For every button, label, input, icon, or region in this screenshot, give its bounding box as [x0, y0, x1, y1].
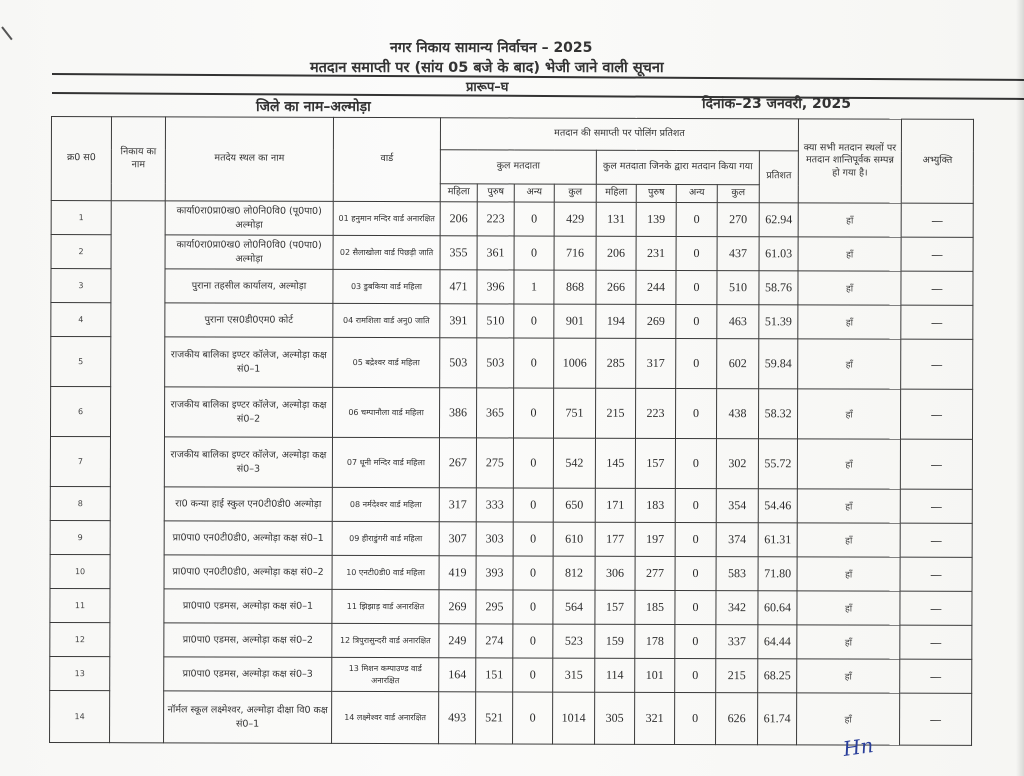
percentage-cell: 64.44	[758, 625, 797, 659]
header-serial: क्र0 स0	[51, 117, 111, 201]
header-voted-other: अन्य	[676, 184, 717, 202]
total-other-cell: 0	[513, 488, 553, 522]
voted-male-cell: 244	[636, 270, 676, 304]
total-female-cell: 249	[439, 624, 476, 658]
ward-cell: 02 सैलाखोला वार्ड पिछड़ी जाति	[333, 235, 440, 269]
header-total-female: महिला	[440, 184, 477, 202]
header-total-other: अन्य	[514, 184, 554, 202]
voted-total-cell: 583	[716, 557, 758, 591]
voted-total-cell: 463	[717, 305, 759, 339]
voted-other-cell: 0	[675, 488, 716, 522]
form-label: प्रारूप–घ	[466, 80, 509, 95]
voted-other-cell: 0	[675, 522, 716, 556]
serial-cell: 6	[50, 387, 110, 437]
remarks-cell: —	[901, 339, 973, 389]
table-row	[50, 437, 972, 490]
remarks-cell: —	[901, 271, 973, 305]
voted-other-cell: 0	[675, 658, 716, 692]
voted-female-cell: 306	[595, 556, 635, 590]
total-male-cell: 510	[477, 304, 514, 338]
total-female-cell: 355	[440, 236, 477, 270]
polling-place-cell: प्रा0पा0 एन0टी0डी0, अल्मोड़ा कक्ष सं0–1	[164, 521, 332, 556]
voted-female-cell: 159	[595, 624, 635, 658]
district-name: जिले का नाम–अल्मोड़ा	[256, 99, 371, 115]
percentage-cell: 61.31	[758, 523, 797, 557]
ward-cell: 04 रामशिला वार्ड अनु0 जाति	[333, 303, 440, 337]
serial-cell: 7	[50, 437, 110, 487]
polling-place-cell: प्रा0पा0 एडमस, अल्मोड़ा कक्ष सं0–1	[164, 589, 332, 624]
voted-female-cell: 266	[596, 270, 636, 304]
voted-male-cell: 185	[635, 590, 675, 624]
table-row	[50, 622, 972, 659]
percentage-cell: 51.39	[759, 305, 798, 339]
ward-cell: 13 मिशन कम्पाउण्ड वार्ड अनारक्षित	[332, 657, 439, 691]
peaceful-cell: हाँ	[797, 523, 900, 557]
document-subtitle: मतदान समाप्ती पर (सांय 05 बजे के बाद) भेजी जाने वाली सूचना	[310, 60, 664, 76]
table-row	[51, 201, 973, 238]
voted-other-cell: 0	[676, 304, 717, 338]
peaceful-cell: हाँ	[797, 439, 900, 489]
percentage-cell: 71.80	[758, 557, 797, 591]
table-row	[50, 656, 972, 693]
ward-cell: 05 बद्रेश्वर वार्ड महिला	[333, 337, 440, 387]
remarks-cell: —	[900, 693, 972, 745]
remarks-cell: —	[900, 557, 972, 591]
polling-place-cell: कार्या0रा0प्रा0ख0 लो0नि0वि0 (प0पा0) अल्मोड़ा	[165, 235, 333, 270]
report-date: दिनांक–23 जनवरी, 2025	[702, 96, 852, 112]
voted-male-cell: 101	[635, 658, 675, 692]
total-total-cell: 751	[553, 388, 595, 438]
voted-total-cell: 270	[717, 203, 759, 237]
voted-total-cell: 602	[717, 339, 759, 389]
peaceful-cell: हाँ	[797, 489, 900, 523]
polling-place-cell: राजकीय बालिका इण्टर कॉलेज, अल्मोड़ा कक्ष सं0–3	[164, 437, 332, 488]
total-other-cell: 0	[514, 202, 554, 236]
voted-female-cell: 157	[595, 590, 635, 624]
remarks-cell: —	[901, 237, 973, 271]
total-male-cell: 274	[476, 624, 513, 658]
voted-total-cell: 354	[716, 489, 758, 523]
total-other-cell: 0	[513, 658, 553, 692]
remarks-cell: —	[900, 659, 972, 693]
percentage-cell: 55.72	[758, 439, 797, 489]
total-female-cell: 493	[439, 692, 476, 744]
peaceful-cell: हाँ	[798, 271, 901, 305]
remarks-cell: —	[901, 305, 973, 339]
percentage-cell: 61.03	[759, 237, 798, 271]
header-voted: कुल मतदाता जिनके द्वारा मतदान किया गया	[596, 150, 759, 185]
header-total-male: पुरुष	[477, 184, 514, 202]
percentage-cell: 58.32	[758, 389, 797, 439]
total-other-cell: 0	[513, 522, 553, 556]
voted-other-cell: 0	[675, 388, 716, 438]
voted-female-cell: 145	[595, 438, 635, 488]
total-total-cell: 542	[553, 438, 595, 488]
polling-place-cell: नॉर्मल स्कूल लक्ष्मेश्वर, अल्मोड़ा दीक्षा वि0 कक्ष सं0–1	[164, 691, 332, 744]
remarks-cell: —	[901, 389, 973, 439]
total-total-cell: 812	[553, 556, 595, 590]
total-total-cell: 1014	[553, 692, 595, 744]
polling-place-cell: प्रा0पा0 एन0टी0डी0, अल्मोड़ा कक्ष सं0–2	[164, 555, 332, 590]
ward-cell: 11 झिझाड़ वार्ड अनारक्षित	[332, 589, 439, 623]
serial-cell: 1	[51, 201, 111, 235]
total-other-cell: 1	[514, 270, 554, 304]
header-ward: वार्ड	[333, 117, 440, 201]
total-other-cell: 0	[513, 590, 553, 624]
total-female-cell: 307	[439, 522, 476, 556]
serial-cell: 14	[50, 690, 110, 742]
total-total-cell: 429	[554, 202, 596, 236]
divider-line	[52, 92, 1024, 100]
total-total-cell: 901	[554, 304, 596, 338]
voted-male-cell: 197	[635, 522, 675, 556]
serial-cell: 9	[50, 520, 110, 554]
polling-place-cell: राजकीय बालिका इण्टर कॉलेज, अल्मोड़ा कक्ष सं0–2	[164, 387, 332, 438]
total-male-cell: 521	[476, 692, 513, 744]
percentage-cell: 54.46	[758, 489, 797, 523]
polling-place-cell: कार्या0रा0प्रा0ख0 लो0नि0वि0 (पू0पा0) अल्मोड़ा	[165, 201, 333, 236]
peaceful-cell: हाँ	[798, 203, 901, 237]
table-row	[51, 303, 973, 340]
total-total-cell: 1006	[554, 338, 596, 388]
peaceful-cell: हाँ	[797, 693, 900, 745]
voted-total-cell: 302	[716, 439, 758, 489]
remarks-cell: —	[901, 203, 973, 237]
ward-cell: 01 हनुमान मन्दिर वार्ड अनारक्षित	[333, 201, 440, 235]
voted-male-cell: 139	[636, 202, 676, 236]
total-other-cell: 0	[514, 236, 554, 270]
ward-cell: 14 लक्ष्मेश्वर वार्ड अनारक्षित	[332, 691, 439, 743]
ward-cell: 12 त्रिपुरासुन्दरी वार्ड अनारक्षित	[332, 623, 439, 657]
total-male-cell: 365	[476, 388, 513, 438]
remarks-cell: —	[900, 625, 972, 659]
voted-female-cell: 215	[595, 388, 635, 438]
polling-place-cell: रा0 कन्या हाई स्कुल एन0टी0डी0 अल्मोड़ा	[164, 487, 332, 522]
total-female-cell: 503	[440, 338, 477, 388]
total-other-cell: 0	[513, 624, 553, 658]
total-total-cell: 868	[554, 270, 596, 304]
polling-place-cell: राजकीय बालिका इण्टर कॉलेज, अल्मोड़ा कक्ष सं0–1	[165, 337, 333, 388]
total-other-cell: 0	[513, 556, 553, 590]
table-row	[51, 337, 973, 390]
voted-male-cell: 277	[635, 556, 675, 590]
total-total-cell: 650	[553, 488, 595, 522]
serial-cell: 2	[51, 235, 111, 269]
total-male-cell: 396	[477, 270, 514, 304]
total-female-cell: 471	[440, 270, 477, 304]
total-total-cell: 564	[553, 590, 595, 624]
table-row	[50, 690, 972, 745]
percentage-cell: 61.74	[758, 693, 797, 745]
voted-total-cell: 342	[716, 591, 758, 625]
total-male-cell: 223	[477, 202, 514, 236]
percentage-cell: 59.84	[759, 339, 798, 389]
total-male-cell: 361	[477, 236, 514, 270]
voted-total-cell: 215	[716, 659, 758, 693]
voted-total-cell: 510	[717, 271, 759, 305]
percentage-cell: 58.76	[759, 271, 798, 305]
pen-mark	[1, 26, 12, 40]
polling-place-cell: प्रा0पा0 एडमस, अल्मोड़ा कक्ष सं0–3	[164, 657, 332, 692]
total-female-cell: 267	[439, 438, 476, 488]
voted-total-cell: 438	[716, 389, 758, 439]
voted-female-cell: 114	[595, 658, 635, 692]
header-voted-female: महिला	[596, 184, 636, 202]
ward-cell: 06 चम्पानौला वार्ड महिला	[332, 387, 439, 437]
total-female-cell: 164	[439, 658, 476, 692]
total-female-cell: 419	[439, 556, 476, 590]
voted-male-cell: 317	[636, 338, 676, 388]
total-other-cell: 0	[514, 338, 554, 388]
total-female-cell: 391	[440, 304, 477, 338]
voted-other-cell: 0	[676, 202, 717, 236]
total-male-cell: 275	[476, 438, 513, 488]
voted-male-cell: 223	[635, 388, 675, 438]
total-total-cell: 610	[553, 522, 595, 556]
remarks-cell: —	[900, 591, 972, 625]
voted-other-cell: 0	[675, 624, 716, 658]
ward-cell: 07 धूनी मन्दिर वार्ड महिला	[332, 437, 439, 487]
serial-cell: 4	[51, 303, 111, 337]
total-other-cell: 0	[513, 388, 553, 438]
total-male-cell: 151	[476, 658, 513, 692]
signature: Hn	[841, 733, 875, 761]
table-row	[50, 554, 972, 591]
remarks-cell: —	[900, 489, 972, 523]
polling-place-cell: पुराना एस0डी0एम0 कोर्ट	[165, 303, 333, 338]
header-polling-place: मतदेय स्थल का नाम	[165, 117, 333, 202]
header-peaceful: क्या सभी मतदान स्थलों पर मतदान शान्तिपूर्वक सम्पन्न हो गया है।	[798, 119, 901, 203]
voted-other-cell: 0	[676, 338, 717, 388]
table-row	[50, 588, 972, 625]
voted-male-cell: 231	[636, 236, 676, 270]
voted-female-cell: 131	[596, 202, 636, 236]
header-voted-total: कुल	[717, 185, 759, 203]
header-polling-percentage-group: मतदान की समाप्ती पर पोलिंग प्रतिशत	[440, 118, 798, 151]
total-male-cell: 393	[476, 556, 513, 590]
remarks-cell: —	[900, 439, 972, 489]
table-row	[51, 235, 973, 272]
ward-cell: 08 नर्मदेश्वर वार्ड महिला	[332, 487, 439, 521]
total-other-cell: 0	[513, 692, 553, 744]
percentage-cell: 60.64	[758, 591, 797, 625]
voted-total-cell: 337	[716, 625, 758, 659]
table-row	[50, 387, 972, 440]
voted-other-cell: 0	[675, 590, 716, 624]
header-total-total: कुल	[554, 184, 596, 202]
voted-female-cell: 285	[596, 338, 636, 388]
header-voted-male: पुरुष	[636, 184, 676, 202]
serial-cell: 12	[50, 622, 110, 656]
serial-cell: 8	[50, 486, 110, 520]
peaceful-cell: हाँ	[798, 339, 901, 389]
total-other-cell: 0	[513, 438, 553, 488]
serial-cell: 13	[50, 656, 110, 690]
voted-other-cell: 0	[675, 692, 716, 744]
total-total-cell: 315	[553, 658, 595, 692]
voted-other-cell: 0	[676, 270, 717, 304]
voted-male-cell: 183	[635, 488, 675, 522]
total-other-cell: 0	[514, 304, 554, 338]
total-male-cell: 295	[476, 590, 513, 624]
serial-cell: 11	[50, 588, 110, 622]
table-row	[51, 269, 973, 306]
ward-cell: 09 हीराडुंगरी वार्ड महिला	[332, 521, 439, 555]
voted-male-cell: 157	[635, 438, 675, 488]
page-edge-shadow	[1016, 0, 1024, 776]
ward-cell: 03 डुबकिया वार्ड महिला	[333, 269, 440, 303]
percentage-cell: 68.25	[758, 659, 797, 693]
table-header	[51, 117, 973, 204]
total-male-cell: 333	[476, 488, 513, 522]
voted-female-cell: 305	[595, 692, 635, 744]
polling-place-cell: प्रा0पा0 एडमस, अल्मोड़ा कक्ष सं0–2	[164, 623, 332, 658]
header-percentage: प्रतिशत	[759, 151, 798, 203]
table-row	[50, 486, 972, 523]
polling-place-cell: पुराना तहसील कार्यालय, अल्मोड़ा	[165, 269, 333, 304]
voted-total-cell: 626	[716, 693, 758, 745]
peaceful-cell: हाँ	[797, 659, 900, 693]
peaceful-cell: हाँ	[797, 557, 900, 591]
total-female-cell: 317	[439, 488, 476, 522]
total-female-cell: 206	[440, 202, 477, 236]
peaceful-cell: हाँ	[797, 625, 900, 659]
peaceful-cell: हाँ	[798, 305, 901, 339]
peaceful-cell: हाँ	[798, 389, 901, 439]
body-name-cell	[110, 201, 166, 743]
total-male-cell: 303	[476, 522, 513, 556]
serial-cell: 3	[51, 269, 111, 303]
total-total-cell: 716	[554, 236, 596, 270]
polling-table	[49, 116, 974, 746]
document-title: नगर निकाय सामान्य निर्वाचन – 2025	[390, 40, 593, 56]
table-row	[50, 520, 972, 557]
voted-female-cell: 194	[596, 304, 636, 338]
header-body-name: निकाय का नाम	[111, 117, 165, 201]
serial-cell: 10	[50, 554, 110, 588]
voted-female-cell: 171	[595, 488, 635, 522]
remarks-cell: —	[900, 523, 972, 557]
voted-other-cell: 0	[675, 438, 716, 488]
header-remarks: अभ्युक्ति	[901, 119, 973, 203]
voted-male-cell: 178	[635, 624, 675, 658]
table-body	[50, 201, 974, 746]
serial-cell: 5	[51, 337, 111, 387]
voted-total-cell: 437	[717, 237, 759, 271]
peaceful-cell: हाँ	[797, 591, 900, 625]
voted-female-cell: 206	[596, 236, 636, 270]
peaceful-cell: हाँ	[798, 237, 901, 271]
voted-other-cell: 0	[675, 556, 716, 590]
header-total-voters: कुल मतदाता	[440, 150, 596, 184]
percentage-cell: 62.94	[759, 203, 798, 237]
ward-cell: 10 एनटी0डी0 वार्ड महिला	[332, 555, 439, 589]
voted-male-cell: 321	[635, 692, 675, 744]
total-total-cell: 523	[553, 624, 595, 658]
total-female-cell: 386	[439, 388, 476, 438]
total-female-cell: 269	[439, 590, 476, 624]
voted-other-cell: 0	[676, 236, 717, 270]
total-male-cell: 503	[477, 338, 514, 388]
voted-total-cell: 374	[716, 523, 758, 557]
voted-male-cell: 269	[636, 304, 676, 338]
voted-female-cell: 177	[595, 522, 635, 556]
